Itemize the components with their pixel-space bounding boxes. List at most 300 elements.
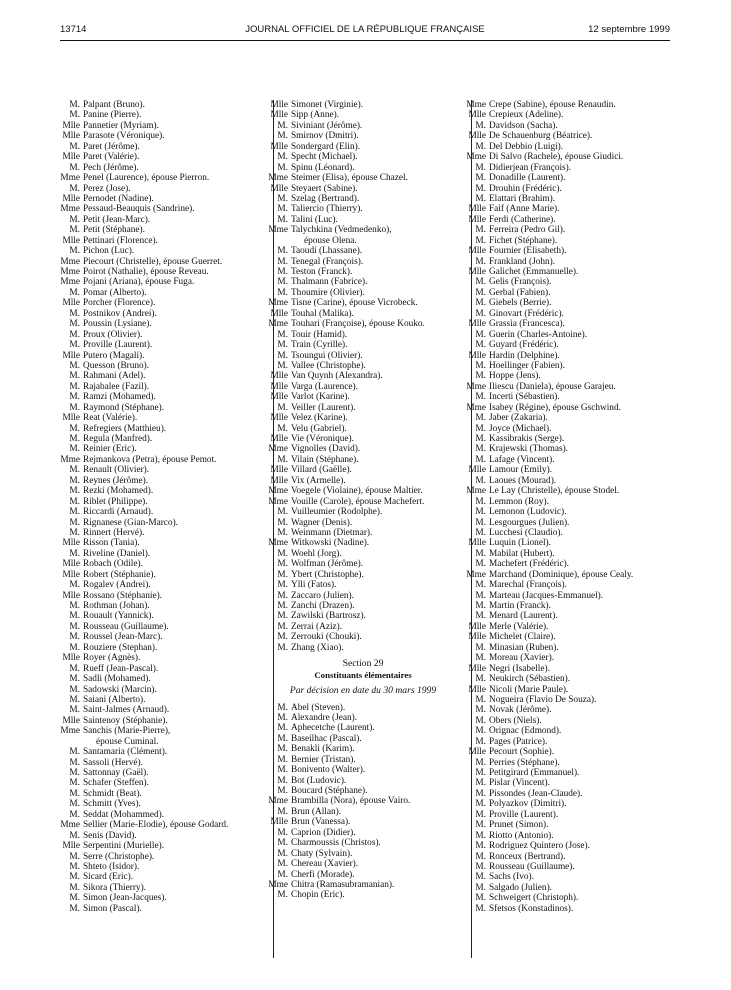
list-item — [268, 298, 458, 308]
title-abbreviation: Mlle — [62, 569, 80, 580]
list-item — [60, 204, 250, 214]
list-item — [60, 371, 250, 381]
person-name: Pissondes (Jean-Claude). — [489, 788, 583, 799]
list-item — [466, 747, 656, 757]
title-abbreviation: M. — [69, 329, 80, 340]
person-name: Paret (Jérôme). — [83, 141, 140, 152]
title-abbreviation: M. — [277, 632, 288, 643]
person-name: Le Lay (Christelle), épouse Stodel. — [489, 486, 620, 497]
title-abbreviation: Mme — [60, 204, 80, 215]
title-abbreviation: M. — [69, 434, 80, 444]
list-item — [268, 611, 458, 621]
person-name: Sachs (Ivo). — [489, 872, 534, 883]
title-abbreviation: M. — [69, 371, 80, 382]
title-abbreviation: Mme — [268, 486, 288, 497]
person-name: Elattari (Brahim). — [489, 193, 556, 204]
list-item — [268, 817, 458, 827]
title-abbreviation: Mlle — [62, 590, 80, 601]
title-abbreviation: M. — [277, 775, 288, 786]
title-abbreviation: M. — [277, 580, 288, 591]
person-name: Taliercio (Thierry). — [291, 204, 363, 215]
title-abbreviation: M. — [475, 475, 486, 486]
person-name: Villard (Gaëlle). — [291, 465, 352, 476]
person-name: Saint-Jalmes (Arnaud). — [83, 705, 170, 716]
list-item — [60, 330, 250, 340]
list-item — [466, 716, 656, 726]
title-abbreviation: M. — [277, 712, 288, 723]
title-abbreviation: M. — [277, 246, 288, 257]
list-item — [60, 820, 250, 830]
list-item — [60, 277, 250, 287]
person-name: Roussel (Jean-Marc). — [83, 632, 163, 643]
person-name: Iliescu (Daniela), épouse Garajeu. — [489, 381, 616, 392]
person-name: Drouhin (Frédéric). — [489, 183, 562, 194]
person-name: Galichet (Emmanuelle). — [489, 267, 579, 277]
list-item — [466, 820, 656, 830]
list-item — [466, 403, 656, 413]
list-item — [466, 737, 656, 747]
title-abbreviation: M. — [475, 903, 486, 914]
person-name: Varlot (Karine). — [291, 392, 350, 403]
list-item — [60, 664, 250, 674]
person-name: Marechal (François). — [489, 580, 567, 591]
person-name: Proville (Laurent). — [83, 340, 153, 351]
person-name: Reat (Valérie). — [83, 413, 138, 424]
title-abbreviation: M. — [69, 611, 80, 622]
title-abbreviation: M. — [277, 786, 288, 797]
list-item — [60, 778, 250, 788]
list-item — [466, 591, 656, 601]
list-item — [268, 100, 458, 110]
list-item — [60, 570, 250, 580]
person-name: Machefert (Frédéric). — [489, 559, 570, 570]
person-name: Rothman (Johan). — [83, 601, 150, 611]
list-item — [268, 570, 458, 580]
title-abbreviation: Mlle — [468, 663, 486, 674]
person-name: Petitgirard (Emmanuel). — [489, 768, 580, 778]
person-name: Serpentini (Murielle). — [83, 841, 165, 852]
title-abbreviation: M. — [475, 861, 486, 872]
title-abbreviation: M. — [277, 360, 288, 371]
list-item — [466, 100, 656, 110]
list-item — [268, 744, 458, 754]
list-item — [60, 799, 250, 809]
list-item — [60, 674, 250, 684]
title-abbreviation: Mlle — [468, 131, 486, 142]
person-name: Pech (Jérôme). — [83, 162, 139, 173]
person-name: Parasote (Véronique). — [83, 131, 165, 142]
list-item — [466, 643, 656, 653]
list-item-continuation — [268, 236, 458, 246]
section-heading: Section 29 — [342, 658, 384, 670]
person-name: Brambilla (Nora), épouse Vairo. — [291, 796, 411, 807]
list-item — [268, 549, 458, 559]
list-item — [466, 309, 656, 319]
list-item — [60, 591, 250, 601]
list-item — [466, 204, 656, 214]
person-name: Riccardi (Arnaud). — [83, 507, 154, 518]
person-name: Serre (Christophe). — [83, 851, 155, 862]
person-name: Faif (Anne Marie). — [489, 204, 560, 215]
list-item — [466, 236, 656, 246]
list-item — [60, 726, 250, 736]
person-name: Aphecetche (Laurent). — [291, 723, 375, 734]
list-item — [268, 890, 458, 900]
list-item — [268, 507, 458, 517]
list-item — [60, 716, 250, 726]
title-abbreviation: M. — [69, 674, 80, 685]
title-abbreviation: Mlle — [270, 392, 288, 403]
title-abbreviation: Mlle — [270, 381, 288, 392]
person-name: Cherfi (Morade). — [291, 869, 355, 880]
title-abbreviation: M. — [277, 162, 288, 173]
person-name: Reynes (Jérôme). — [83, 475, 149, 486]
list-item — [60, 142, 250, 152]
person-name: Poirot (Nathalie), épouse Reveau. — [83, 267, 209, 277]
title-abbreviation: Mme — [268, 319, 288, 330]
title-abbreviation: M. — [475, 434, 486, 444]
person-name: Bernier (Tristan). — [291, 754, 356, 765]
title-abbreviation: M. — [277, 827, 288, 838]
list-item — [60, 789, 250, 799]
title-abbreviation: M. — [69, 872, 80, 883]
list-item — [268, 518, 458, 528]
list-item — [60, 340, 250, 350]
title-abbreviation: M. — [277, 507, 288, 518]
list-item — [466, 580, 656, 590]
title-abbreviation: M. — [69, 799, 80, 810]
list-item — [466, 570, 656, 580]
person-name: Caprion (Didier). — [291, 827, 356, 838]
list-item — [60, 862, 250, 872]
list-item — [466, 528, 656, 538]
person-name: Sanchis (Marie-Pierre), — [83, 726, 171, 737]
list-item — [268, 184, 458, 194]
person-name: Frankland (John). — [489, 256, 556, 267]
person-name: Taoudi (Lhassane). — [291, 246, 363, 257]
title-abbreviation: Mme — [60, 820, 80, 831]
title-abbreviation: M. — [475, 548, 486, 559]
list-item — [466, 893, 656, 903]
title-abbreviation: M. — [475, 768, 486, 778]
person-name: Touir (Hamid). — [291, 329, 348, 340]
person-name: Palpant (Bruno). — [83, 100, 145, 110]
person-name: Steyaert (Sabine). — [291, 183, 358, 194]
title-abbreviation: Mlle — [62, 120, 80, 131]
person-name: Rajabalee (Fazil). — [83, 381, 150, 392]
person-name: Varga (Laurence). — [291, 381, 358, 392]
title-abbreviation: Mlle — [62, 559, 80, 570]
list-item — [60, 173, 250, 183]
person-name: Tisne (Carine), épouse Vicrobeck. — [291, 298, 418, 309]
list-item — [60, 184, 250, 194]
list-item — [60, 246, 250, 256]
list-item — [60, 643, 250, 653]
title-abbreviation: M. — [69, 423, 80, 434]
title-abbreviation: M. — [475, 360, 486, 371]
list-item — [466, 215, 656, 225]
title-abbreviation: Mme — [268, 225, 288, 236]
person-name: Talychkina (Vedmedenko), — [291, 225, 392, 236]
list-item — [60, 110, 250, 120]
title-abbreviation: M. — [69, 141, 80, 152]
person-name: Riblet (Philippe). — [83, 496, 148, 507]
person-name: Negri (Isabelle). — [489, 663, 550, 674]
person-name: Proville (Laurent). — [489, 809, 559, 820]
list-item — [466, 518, 656, 528]
person-name: Vilain (Stéphane). — [291, 454, 359, 465]
person-name: Baseilhac (Pascal). — [291, 733, 362, 744]
person-name: Petit (Jean-Marc). — [83, 214, 151, 225]
person-name: Chaty (Sylvain). — [291, 848, 353, 859]
title-abbreviation: Mlle — [270, 475, 288, 486]
list-item — [466, 852, 656, 862]
list-item — [60, 434, 250, 444]
person-name: Zawilski (Bartrosz). — [291, 611, 366, 622]
list-item — [268, 880, 458, 890]
person-name: Risson (Tania). — [83, 538, 140, 549]
title-abbreviation: M. — [69, 465, 80, 476]
title-abbreviation: Mme — [60, 256, 80, 267]
list-item — [60, 225, 250, 235]
title-abbreviation: M. — [475, 287, 486, 298]
title-abbreviation: Mme — [60, 454, 80, 465]
list-item — [466, 632, 656, 642]
title-abbreviation: M. — [475, 444, 486, 455]
person-name: Smirnov (Dmitri). — [291, 131, 359, 142]
title-abbreviation: M. — [475, 183, 486, 194]
list-item — [268, 413, 458, 423]
title-abbreviation: M. — [475, 507, 486, 518]
list-item — [268, 330, 458, 340]
title-abbreviation: M. — [69, 663, 80, 674]
person-name: Guyard (Frédéric). — [489, 340, 559, 351]
title-abbreviation: M. — [475, 788, 486, 799]
title-abbreviation: M. — [69, 809, 80, 820]
person-name: Marchand (Dominique), épouse Cealy. — [489, 569, 634, 580]
person-name: Witkowski (Nadine). — [291, 538, 370, 549]
title-abbreviation: M. — [475, 580, 486, 591]
person-name: Tsoungui (Olivier). — [291, 350, 363, 361]
list-item — [466, 831, 656, 841]
title-abbreviation: M. — [475, 329, 486, 340]
list-item — [268, 152, 458, 162]
title-abbreviation: Mlle — [270, 183, 288, 194]
title-abbreviation: Mlle — [468, 246, 486, 257]
person-name: Chitra (Ramasubramanian). — [291, 879, 395, 890]
list-item — [466, 705, 656, 715]
person-name: Santamaria (Clément). — [83, 747, 168, 758]
title-abbreviation: M. — [69, 601, 80, 611]
person-name: Hardin (Delphine). — [489, 350, 560, 361]
person-name: Prunet (Simon). — [489, 820, 549, 831]
person-name: Giebels (Berrie). — [489, 298, 552, 309]
list-item — [268, 734, 458, 744]
title-abbreviation: M. — [277, 548, 288, 559]
person-name: Zaccaro (Julien). — [291, 590, 354, 601]
person-name: Krajewski (Thomas). — [489, 444, 569, 455]
list-item — [268, 361, 458, 371]
title-abbreviation: Mlle — [62, 413, 80, 424]
list-item — [60, 131, 250, 141]
person-name: Schmitt (Yves). — [83, 799, 141, 810]
person-name: Thoumire (Olivier). — [291, 287, 365, 298]
list-item — [60, 632, 250, 642]
person-name: Charmoussis (Christos). — [291, 838, 381, 849]
person-name: Voegele (Violaine), épouse Maltier. — [291, 486, 423, 497]
person-name: Simonet (Virginie). — [291, 100, 364, 110]
title-abbreviation: M. — [277, 152, 288, 163]
list-item — [60, 528, 250, 538]
title-abbreviation: M. — [475, 298, 486, 309]
title-abbreviation: Mme — [466, 152, 486, 163]
title-abbreviation: Mme — [268, 444, 288, 455]
list-item — [268, 713, 458, 723]
title-abbreviation: M. — [475, 642, 486, 653]
title-abbreviation: M. — [69, 340, 80, 351]
person-name: Royer (Agnès). — [83, 653, 141, 664]
title-abbreviation: Mlle — [270, 308, 288, 319]
person-name: Pages (Patrice). — [489, 736, 548, 747]
list-item — [466, 465, 656, 475]
person-name: Isabey (Régine), épouse Gschwind. — [489, 402, 621, 413]
list-item — [60, 810, 250, 820]
title-abbreviation: Mme — [268, 538, 288, 549]
person-name: Vignolles (David). — [291, 444, 361, 455]
title-abbreviation: M. — [277, 590, 288, 601]
person-name: Pichon (Luc). — [83, 246, 135, 257]
list-item — [466, 340, 656, 350]
person-name: Sicard (Eric). — [83, 872, 134, 883]
person-name: Lucchesi (Claudio). — [489, 527, 563, 538]
list-item — [268, 434, 458, 444]
title-abbreviation: Mlle — [468, 350, 486, 361]
title-abbreviation: M. — [277, 754, 288, 765]
person-name: Grassia (Francesca). — [489, 319, 565, 330]
title-abbreviation: Mlle — [62, 298, 80, 309]
person-name: Ginovart (Frédéric). — [489, 308, 564, 319]
person-name: Sassoli (Hervé). — [83, 757, 143, 768]
title-abbreviation: M. — [69, 507, 80, 518]
person-name: Nogueira (Flavio De Souza). — [489, 694, 597, 705]
list-item — [466, 413, 656, 423]
list-item — [60, 601, 250, 611]
title-abbreviation: M. — [475, 611, 486, 622]
person-name: Porcher (Florence). — [83, 298, 156, 309]
title-abbreviation: M. — [475, 841, 486, 852]
title-abbreviation: M. — [475, 308, 486, 319]
title-abbreviation: M. — [475, 694, 486, 705]
list-item — [268, 319, 458, 329]
person-name: Rahmani (Adel). — [83, 371, 146, 382]
title-abbreviation: Mme — [268, 796, 288, 807]
title-abbreviation: M. — [475, 726, 486, 737]
list-item — [268, 807, 458, 817]
person-name: Pomar (Alberto). — [83, 287, 147, 298]
title-abbreviation: M. — [277, 744, 288, 755]
list-item — [60, 319, 250, 329]
person-name: Brun (Allan). — [291, 806, 342, 817]
person-name: Guerin (Charles-Antoine). — [489, 329, 588, 340]
list-item — [466, 184, 656, 194]
title-abbreviation: M. — [277, 329, 288, 340]
person-name: Minasian (Ruben). — [489, 642, 559, 653]
list-item — [268, 110, 458, 120]
list-item — [60, 298, 250, 308]
list-item — [466, 810, 656, 820]
list-item — [60, 444, 250, 454]
list-item — [268, 215, 458, 225]
list-item — [466, 476, 656, 486]
title-abbreviation: Mlle — [468, 465, 486, 476]
list-item — [268, 643, 458, 653]
title-abbreviation: M. — [277, 454, 288, 465]
person-name: Novak (Jérôme). — [489, 705, 552, 716]
person-name: Jaber (Zakaria). — [489, 413, 548, 424]
title-abbreviation: M. — [69, 705, 80, 716]
list-item — [268, 340, 458, 350]
list-item — [466, 486, 656, 496]
title-abbreviation: M. — [69, 246, 80, 257]
title-abbreviation: M. — [277, 569, 288, 580]
person-name: Teston (Franck). — [291, 267, 353, 277]
person-name: Saiani (Alberto). — [83, 694, 146, 705]
list-item — [268, 225, 458, 235]
title-abbreviation: M. — [69, 319, 80, 330]
person-name: Wagner (Denis). — [291, 517, 353, 528]
title-abbreviation: M. — [277, 559, 288, 570]
list-item — [268, 371, 458, 381]
person-name: Perries (Stéphane). — [489, 757, 560, 768]
title-abbreviation: Mme — [268, 496, 288, 507]
list-item — [60, 476, 250, 486]
title-abbreviation: M. — [475, 120, 486, 131]
title-abbreviation: Mme — [268, 879, 288, 890]
title-abbreviation: M. — [475, 705, 486, 716]
title-abbreviation: M. — [475, 715, 486, 726]
list-item — [466, 163, 656, 173]
title-abbreviation: Mlle — [468, 214, 486, 225]
person-name: Pislar (Vincent). — [489, 778, 550, 789]
list-item — [268, 622, 458, 632]
person-name: Tenegal (François). — [291, 256, 364, 267]
person-name: Ybert (Christophe). — [291, 569, 364, 580]
list-item — [466, 424, 656, 434]
title-abbreviation: M. — [69, 527, 80, 538]
title-abbreviation: M. — [475, 371, 486, 382]
list-item — [268, 786, 458, 796]
list-item — [60, 507, 250, 517]
person-name: Brun (Vanessa). — [291, 817, 351, 828]
person-name: Train (Cyrille). — [291, 340, 348, 351]
person-name: Simon (Jean-Jacques). — [83, 893, 167, 904]
person-name: Boucard (Stéphane). — [291, 786, 368, 797]
person-name: Alexandre (Jean). — [291, 712, 358, 723]
title-abbreviation: M. — [475, 851, 486, 862]
title-abbreviation: M. — [277, 204, 288, 215]
list-item — [466, 799, 656, 809]
person-name: Hoppe (Jens). — [489, 371, 541, 382]
list-item — [268, 723, 458, 733]
list-item — [466, 382, 656, 392]
title-abbreviation: M. — [475, 173, 486, 184]
title-abbreviation: M. — [277, 193, 288, 204]
person-name: Rogalev (Andrei). — [83, 580, 151, 591]
title-abbreviation: Mme — [466, 402, 486, 413]
title-abbreviation: M. — [277, 277, 288, 288]
title-abbreviation: M. — [277, 765, 288, 776]
title-abbreviation: M. — [475, 559, 486, 570]
